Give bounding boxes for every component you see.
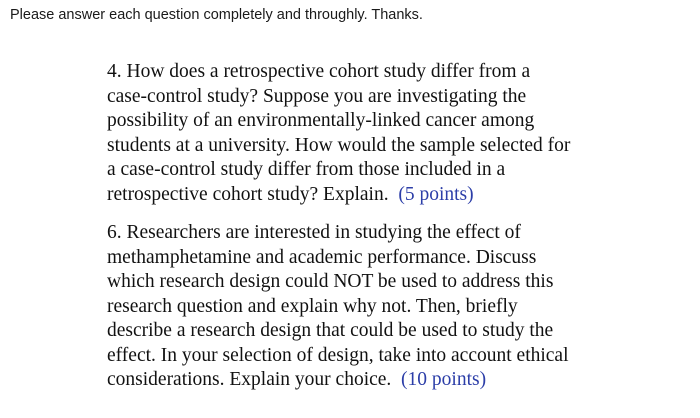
question-line-last — [107, 183, 607, 208]
question-line-last — [107, 368, 607, 393]
question-line: 4. How does a retrospective cohort study differ from a — [107, 61, 531, 82]
question-line: case-control study? Suppose you are investigating the — [107, 85, 527, 107]
points-label: (5 points) — [398, 183, 474, 205]
question-line: students at a university. How would the sample selected for — [107, 134, 571, 156]
question-line-text: considerations. Explain your choice. — [107, 369, 392, 390]
question-line: which research design could NOT be used to address this — [107, 271, 554, 292]
question-4 — [107, 60, 607, 207]
instruction-text: Please answer each question completely and throughly. Thanks. — [10, 7, 423, 23]
question-line-text: retrospective cohort study? Explain. — [107, 183, 389, 205]
question-6 — [107, 221, 607, 393]
question-line: possibility of an environmentally-linked cancer among — [107, 110, 535, 131]
points-label: (10 points) — [401, 369, 487, 390]
question-line: a case-control study differ from those included in a — [107, 159, 506, 180]
question-line: methamphetamine and academic performance. Discuss — [107, 246, 537, 268]
question-line: 6. Researchers are interested in studying the effect of — [107, 222, 521, 243]
question-line: effect. In your selection of design, take into account ethical — [107, 344, 569, 366]
question-line: describe a research design that could be used to study the — [107, 320, 554, 341]
question-line: research question and explain why not. Then, briefly — [107, 295, 518, 317]
